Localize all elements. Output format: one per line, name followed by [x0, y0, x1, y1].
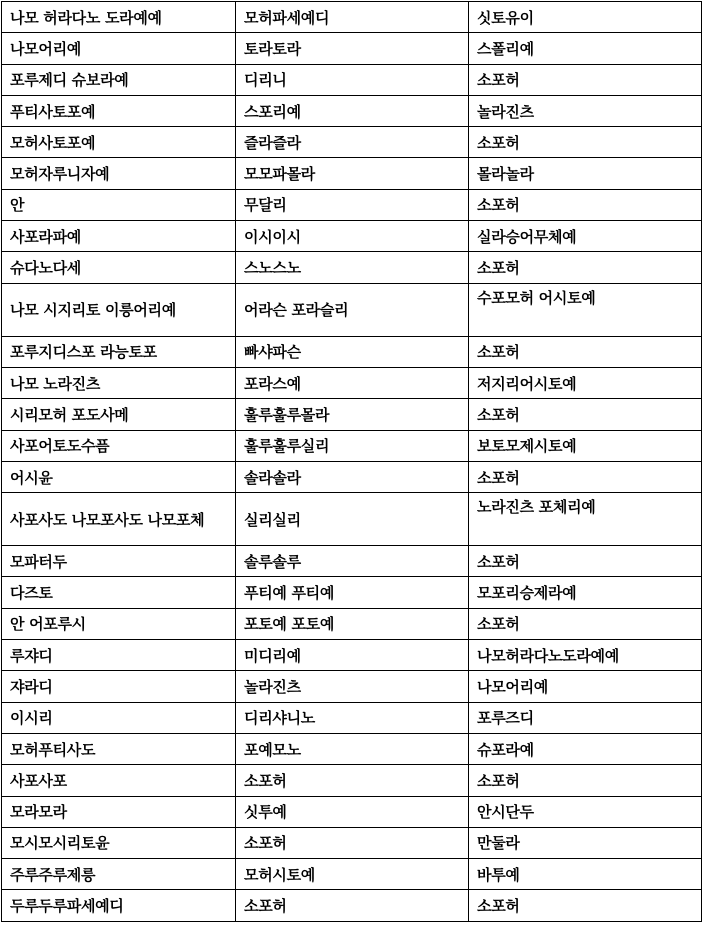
- table-cell: 나모어리예: [2, 33, 236, 64]
- table-cell: 노라진츠 포체리예: [469, 493, 702, 546]
- table-cell: 솔루솔루: [236, 546, 469, 577]
- table-cell: 실리실리: [236, 493, 469, 546]
- table-cell: 소포허: [236, 890, 469, 921]
- table-cell: 안시단두: [469, 796, 702, 827]
- table-cell: 싯토유이: [469, 2, 702, 33]
- table-cell: 소포허: [469, 252, 702, 283]
- table-row: [2, 827, 702, 858]
- table-row: [2, 33, 702, 64]
- table-cell: 푸티사토포예: [2, 95, 236, 126]
- table-cell: 다즈토: [2, 577, 236, 608]
- table-cell: 스포리예: [236, 95, 469, 126]
- table-row: [2, 283, 702, 336]
- table-cell: 나모어리예: [469, 671, 702, 702]
- table-cell: 빠샤파슨: [236, 336, 469, 367]
- table-cell: 솔라솔라: [236, 461, 469, 492]
- table-row: [2, 859, 702, 890]
- table-cell: 포예모노: [236, 733, 469, 764]
- table-cell: 나모 허라다노 도라예예: [2, 2, 236, 33]
- table-cell: 어라슨 포라슬리: [236, 283, 469, 336]
- table-row: [2, 733, 702, 764]
- table-cell: 스노스노: [236, 252, 469, 283]
- table-row: [2, 671, 702, 702]
- table-cell: 모허시토예: [236, 859, 469, 890]
- table-cell: 몰라놀라: [469, 158, 702, 189]
- table-cell: 훌루훌루몰라: [236, 399, 469, 430]
- table-cell: 디리니: [236, 64, 469, 95]
- table-cell: 쟈라디: [2, 671, 236, 702]
- table-cell: 수포모허 어시토예: [469, 283, 702, 336]
- table-cell: 안: [2, 189, 236, 220]
- table-cell: 사포라파예: [2, 221, 236, 252]
- table-cell: 모라모라: [2, 796, 236, 827]
- table-cell: 포토예 포토예: [236, 608, 469, 639]
- table-cell: 모포리승제라예: [469, 577, 702, 608]
- table-cell: 어시윤: [2, 461, 236, 492]
- table-cell: 디리샤니노: [236, 702, 469, 733]
- table-cell: 모허푸티사도: [2, 733, 236, 764]
- table-cell: 이시리: [2, 702, 236, 733]
- table-body: [2, 2, 702, 922]
- table-cell: 만둘라: [469, 827, 702, 858]
- table-cell: 바투예: [469, 859, 702, 890]
- table-cell: 싯투예: [236, 796, 469, 827]
- table-cell: 사포사도 나모포사도 나모포체: [2, 493, 236, 546]
- table-cell: 무달리: [236, 189, 469, 220]
- table-row: [2, 336, 702, 367]
- table-cell: 보토모제시토예: [469, 430, 702, 461]
- table-cell: 모파터두: [2, 546, 236, 577]
- table-row: [2, 702, 702, 733]
- table-cell: 미디리예: [236, 640, 469, 671]
- table-cell: 사포사포: [2, 765, 236, 796]
- table-cell: 소포허: [469, 890, 702, 921]
- table-cell: 소포허: [469, 461, 702, 492]
- table-cell: 토라토라: [236, 33, 469, 64]
- table-cell: 소포허: [469, 127, 702, 158]
- table-row: [2, 2, 702, 33]
- table-cell: 소포허: [469, 546, 702, 577]
- table-cell: 스폴리예: [469, 33, 702, 64]
- table-cell: 소포허: [469, 64, 702, 95]
- table-cell: 슈다노다세: [2, 252, 236, 283]
- table-cell: 포루지디스포 라능토포: [2, 336, 236, 367]
- table-row: [2, 158, 702, 189]
- table-cell: 시리모허 포도사메: [2, 399, 236, 430]
- table-cell: 포루제디 슈보라예: [2, 64, 236, 95]
- table-row: [2, 640, 702, 671]
- table-cell: 모허자루니자예: [2, 158, 236, 189]
- table-cell: 모시모시리토윤: [2, 827, 236, 858]
- table-row: [2, 461, 702, 492]
- table-cell: 소포허: [469, 336, 702, 367]
- table-cell: 사포어토도수픔: [2, 430, 236, 461]
- table-cell: 실라승어무체예: [469, 221, 702, 252]
- table-cell: 소포허: [236, 765, 469, 796]
- table-cell: 모허파세예디: [236, 2, 469, 33]
- table-cell: 모허사토포예: [2, 127, 236, 158]
- table-cell: 나모 시지리토 이릉어리예: [2, 283, 236, 336]
- table-row: [2, 64, 702, 95]
- table-cell: 훌루훌루실리: [236, 430, 469, 461]
- table-row: [2, 890, 702, 921]
- table-row: [2, 399, 702, 430]
- table-row: [2, 765, 702, 796]
- table-row: [2, 796, 702, 827]
- table-cell: 나모 노라진츠: [2, 367, 236, 398]
- table-cell: 저지리어시토예: [469, 367, 702, 398]
- table-cell: 모모파몰라: [236, 158, 469, 189]
- table-row: [2, 221, 702, 252]
- table-row: [2, 493, 702, 546]
- table-row: [2, 95, 702, 126]
- table-cell: 포라스예: [236, 367, 469, 398]
- table-row: [2, 252, 702, 283]
- table-row: [2, 430, 702, 461]
- table-row: [2, 127, 702, 158]
- table-cell: 소포허: [469, 189, 702, 220]
- table-cell: 주루주루제릉: [2, 859, 236, 890]
- table-cell: 소포허: [469, 608, 702, 639]
- table-row: [2, 367, 702, 398]
- table-cell: 소포허: [469, 399, 702, 430]
- table-cell: 포루즈디: [469, 702, 702, 733]
- table-cell: 소포허: [236, 827, 469, 858]
- table-cell: 슈포라예: [469, 733, 702, 764]
- table-cell: 놀라진츠: [469, 95, 702, 126]
- table-row: [2, 608, 702, 639]
- table-cell: 푸티예 푸티예: [236, 577, 469, 608]
- table-cell: 루쟈디: [2, 640, 236, 671]
- table-cell: 놀라진츠: [236, 671, 469, 702]
- table-row: [2, 189, 702, 220]
- table-cell: 즐라즐라: [236, 127, 469, 158]
- table-cell: 이시이시: [236, 221, 469, 252]
- table-cell: 두루두루파세예디: [2, 890, 236, 921]
- table-cell: 소포허: [469, 765, 702, 796]
- table-row: [2, 577, 702, 608]
- table-cell: 나모허라다노도라예예: [469, 640, 702, 671]
- table-row: [2, 546, 702, 577]
- table-cell: 안 어포루시: [2, 608, 236, 639]
- vocabulary-table: [1, 1, 702, 922]
